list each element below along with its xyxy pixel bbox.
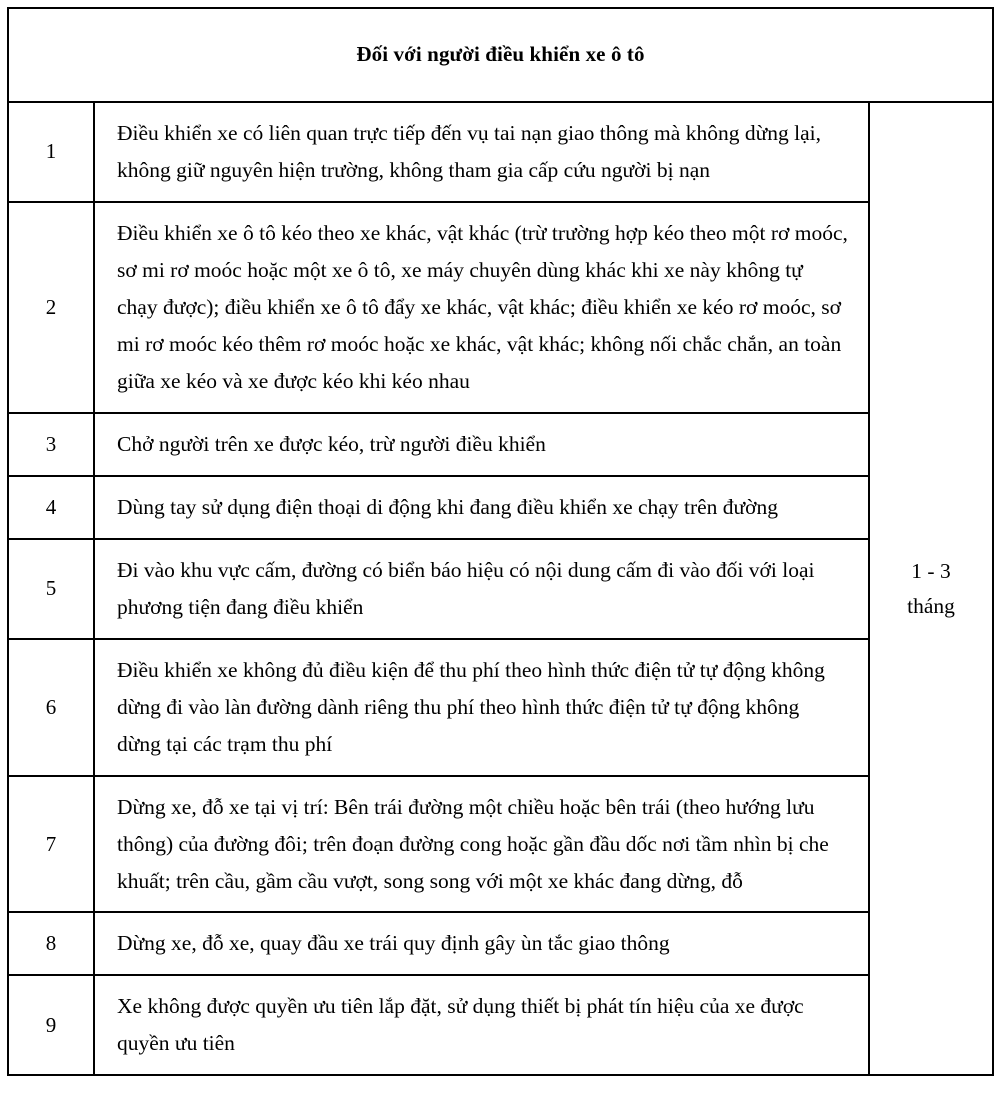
row-index: 2 <box>8 202 94 413</box>
row-index: 8 <box>8 912 94 975</box>
row-description: Dùng tay sử dụng điện thoại di động khi đang điều khiển xe chạy trên đường <box>94 476 869 539</box>
table-row <box>8 413 993 476</box>
row-description: Điều khiển xe không đủ điều kiện để thu phí theo hình thức điện tử tự động không dừng đi vào làn đường dành riêng thu phí theo hình thức điện tử tự động không dừng tại các trạm thu phí <box>94 639 869 776</box>
row-index: 1 <box>8 102 94 202</box>
row-index: 5 <box>8 539 94 639</box>
row-index: 4 <box>8 476 94 539</box>
table-row <box>8 539 993 639</box>
table-row <box>8 975 993 1075</box>
table-row <box>8 776 993 913</box>
row-description: Xe không được quyền ưu tiên lắp đặt, sử dụng thiết bị phát tín hiệu của xe được quyền ưu tiên <box>94 975 869 1075</box>
penalty-table-body <box>8 8 993 1075</box>
penalty-unit: tháng <box>907 593 955 618</box>
table-row <box>8 476 993 539</box>
table-row <box>8 639 993 776</box>
row-index: 6 <box>8 639 94 776</box>
row-index: 3 <box>8 413 94 476</box>
row-description: Điều khiển xe có liên quan trực tiếp đến vụ tai nạn giao thông mà không dừng lại, không giữ nguyên hiện trường, không tham gia cấp cứu người bị nạn <box>94 102 869 202</box>
row-index: 7 <box>8 776 94 913</box>
row-description: Chở người trên xe được kéo, trừ người điều khiển <box>94 413 869 476</box>
row-description: Đi vào khu vực cấm, đường có biển báo hiệu có nội dung cấm đi vào đối với loại phương tiện đang điều khiển <box>94 539 869 639</box>
row-description: Dừng xe, đỗ xe, quay đầu xe trái quy định gây ùn tắc giao thông <box>94 912 869 975</box>
page-title: Đối với người điều khiển xe ô tô <box>8 8 993 102</box>
row-index: 9 <box>8 975 94 1075</box>
penalty-duration-cell <box>869 102 993 1075</box>
penalty-table <box>7 7 994 1076</box>
penalty-range: 1 - 3 <box>911 559 951 584</box>
table-row <box>8 102 993 202</box>
row-description: Điều khiển xe ô tô kéo theo xe khác, vật khác (trừ trường hợp kéo theo một rơ moóc, sơ mi rơ moóc hoặc một xe ô tô, xe máy chuyên dùng khác khi xe này không tự chạy được); điều khiển xe ô tô đẩy xe khác, vật khác; điều khiển xe kéo rơ moóc, sơ mi rơ moóc kéo thêm rơ moóc hoặc xe khác, vật khác; không nối chắc chắn, an toàn giữa xe kéo và xe được kéo khi kéo nhau <box>94 202 869 413</box>
table-row <box>8 202 993 413</box>
row-description: Dừng xe, đỗ xe tại vị trí: Bên trái đường một chiều hoặc bên trái (theo hướng lưu thông) của đường đôi; trên đoạn đường cong hoặc gần đầu dốc nơi tầm nhìn bị che khuất; trên cầu, gầm cầu vượt, song song với một xe khác đang dừng, đỗ <box>94 776 869 913</box>
table-row <box>8 912 993 975</box>
table-title-row <box>8 8 993 102</box>
